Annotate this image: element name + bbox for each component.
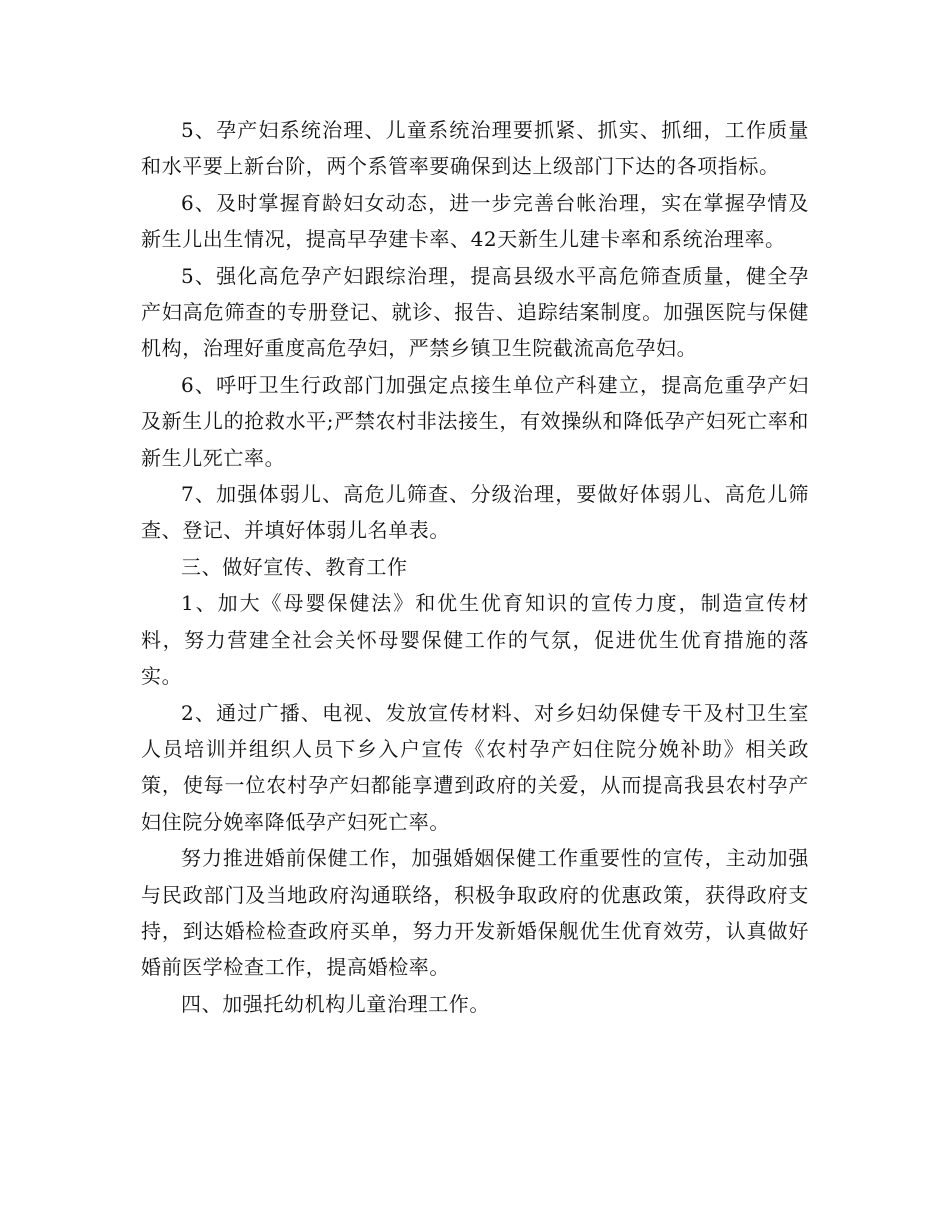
document-page bbox=[141, 112, 809, 1022]
paragraph-item-2-media-publicity: 2、通过广播、电视、发放宣传材料、对乡妇幼保健专干及村卫生室人员培训并组织人员下乡入户宣传《农村孕产妇住院分娩补助》相关政策，使每一位农村孕产妇都能享遭到政府的关爱，从而提高我县农村孕产妇住院分娩率降低孕产妇死亡率。 bbox=[141, 700, 809, 834]
paragraph-item-6-obstetric-units: 6、呼吁卫生行政部门加强定点接生单位产科建立，提高危重孕产妇及新生儿的抢救水平;严禁农村非法接生，有效操纵和降低孕产妇死亡率和新生儿死亡率。 bbox=[141, 372, 809, 470]
section-heading-4-kindergarten-child-management: 四、加强托幼机构儿童治理工作。 bbox=[181, 991, 490, 1016]
section-heading-3-publicity-education: 三、做好宣传、教育工作 bbox=[181, 554, 408, 579]
paragraph-item-7-weak-infant-screening: 7、加强体弱儿、高危儿筛查、分级治理，要做好体弱儿、高危儿筛查、登记、并填好体弱儿名单表。 bbox=[141, 482, 809, 543]
paragraph-item-6-childbearing-women-records: 6、及时掌握育龄妇女动态，进一步完善台帐治理，实在掌握孕情及新生儿出生情况，提高早孕建卡率、42天新生儿建卡率和系统治理率。 bbox=[141, 190, 809, 252]
paragraph-item-1-maternal-law-publicity: 1、加大《母婴保健法》和优生优育知识的宣传力度，制造宣传材料，努力营建全社会关怀母婴保健工作的气氛，促进优生优育措施的落实。 bbox=[141, 591, 809, 689]
paragraph-item-5-high-risk-screening: 5、强化高危孕产妇跟综治理，提高县级水平高危筛查质量，健全孕产妇高危筛查的专册登记、就诊、报告、追踪结案制度。加强医院与保健机构，治理好重度高危孕妇，严禁乡镇卫生院截流高危孕妇。 bbox=[141, 263, 809, 361]
paragraph-premarital-health-care: 努力推进婚前保健工作，加强婚姻保健工作重要性的宣传，主动加强与民政部门及当地政府沟通联络，积极争取政府的优惠政策，获得政府支持，到达婚检检查政府买单，努力开发新婚保舰优生优育效劳，认真做好婚前医学检查工作，提高婚检率。 bbox=[141, 846, 809, 980]
paragraph-item-5-maternal-child-management: 5、孕产妇系统治理、儿童系统治理要抓紧、抓实、抓细，工作质量和水平要上新台阶，两个系管率要确保到达上级部门下达的各项指标。 bbox=[141, 118, 809, 179]
